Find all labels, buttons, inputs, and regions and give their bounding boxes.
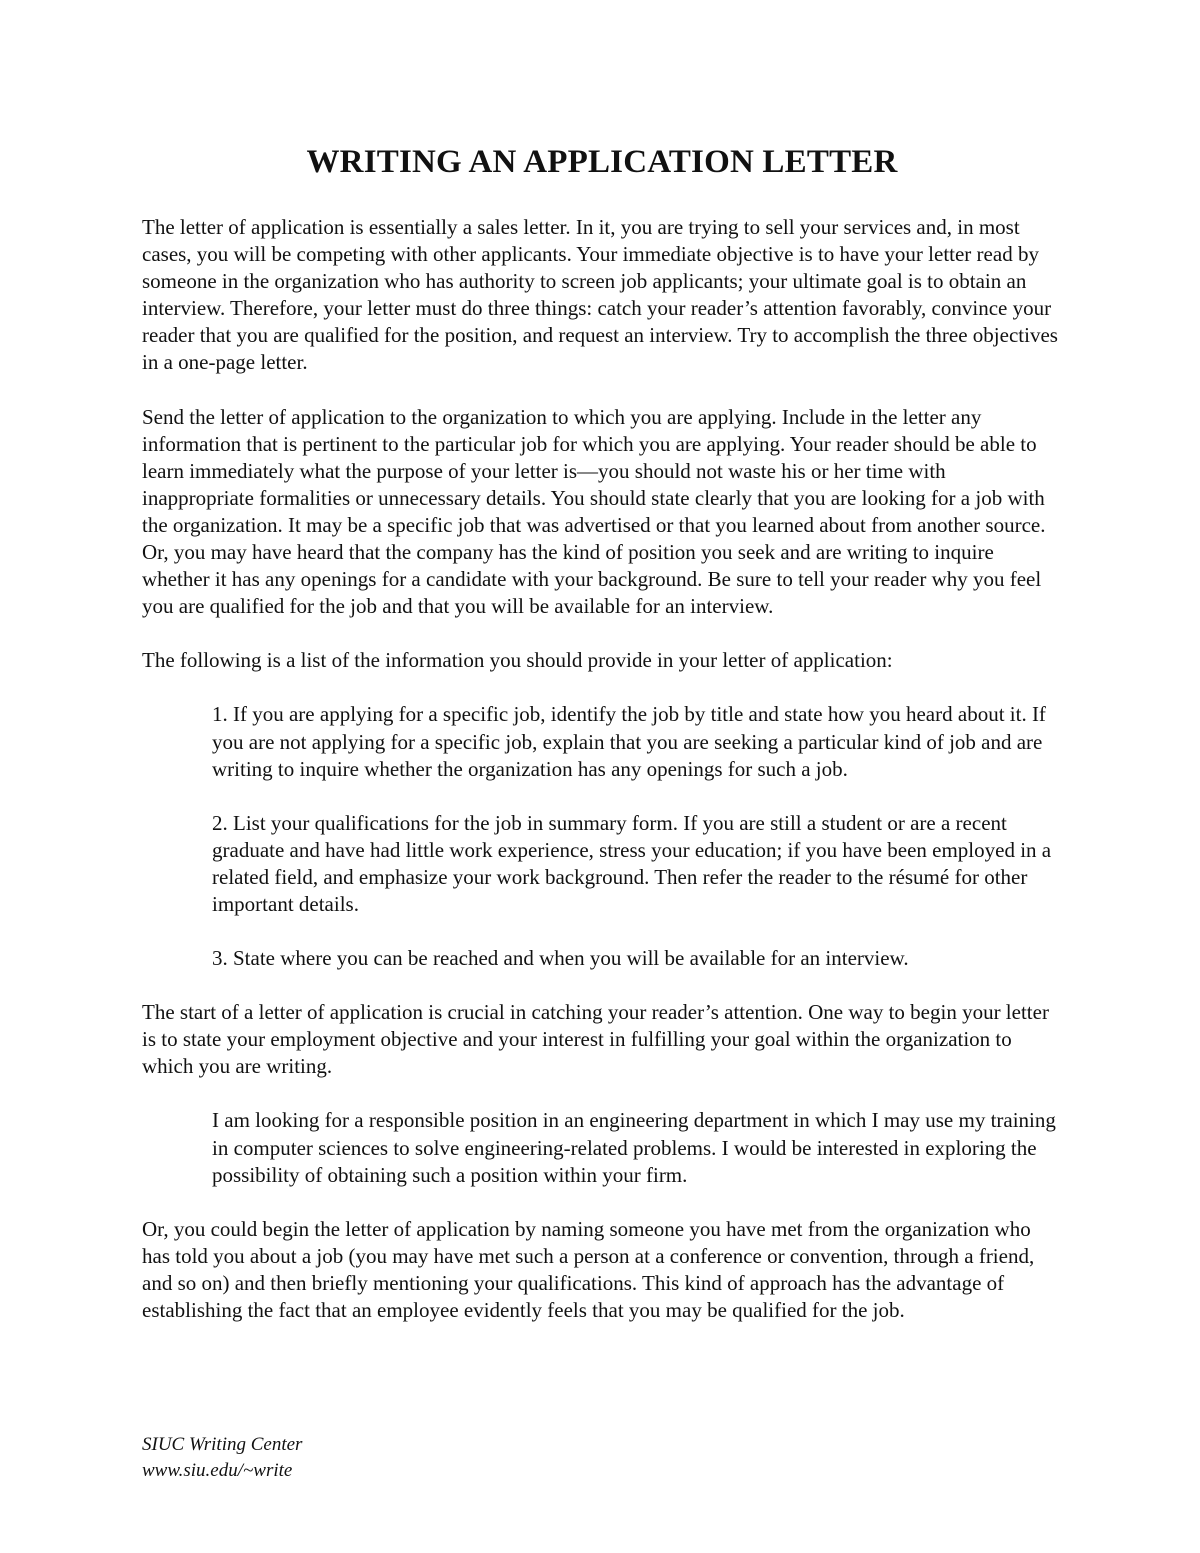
example-quote: I am looking for a responsible position in an engineering department in which I may use my training in computer sciences to solve engineering-related problems. I would be interested in exploring the possibility of obtaining such a position within your firm.	[212, 1108, 1056, 1187]
list-item: 1. If you are applying for a specific job, identify the job by title and state how you heard about it. If you are not applying for a specific job, explain that you are seeking a particular kind of job and are writing to inquire whether the organization has any openings for such a job.	[212, 702, 1046, 781]
footer	[142, 1432, 302, 1484]
information-list	[142, 701, 1062, 972]
document-page	[142, 140, 1062, 1351]
opening-paragraph: The start of a letter of application is crucial in catching your reader’s attention. One way to begin your letter is to state your employment objective and your interest in fulfilling your goal within the organization to which you are writing.	[142, 1000, 1049, 1079]
footer-organization: SIUC Writing Center	[142, 1434, 303, 1455]
list-intro-paragraph: The following is a list of the information you should provide in your letter of application:	[142, 648, 893, 673]
list-item: 2. List your qualifications for the job in summary form. If you are still a student or are a recent graduate and have had little work experience, stress your education; if you have been employed in a related field, and emphasize your work background. Then refer the reader to the résumé for other important details.	[212, 810, 1052, 916]
intro-paragraph: The letter of application is essentially a sales letter. In it, you are trying to sell your services and, in most cases, you will be competing with other applicants. Your immediate objective is to have your letter read by someone in the organization who has authority to screen job applicants; your ultimate goal is to obtain an interview. Therefore, your letter must do three things: catch your reader’s attention favorably, convince your reader that you are qualified for the position, and request an interview. Try to accomplish the three objectives in a one-page letter.	[142, 215, 1058, 375]
closing-paragraph: Or, you could begin the letter of application by naming someone you have met from the organization who has told you about a job (you may have met such a person at a conference or convention, through a friend, and so on) and then briefly mentioning your qualifications. This kind of approach has the advantage of establishing the fact that an employee evidently feels that you may be qualified for the job.	[142, 1216, 1035, 1322]
document-title: WRITING AN APPLICATION LETTER	[306, 144, 898, 180]
sending-paragraph: Send the letter of application to the organization to which you are applying. Include in the letter any information that is pertinent to the particular job for which you are applying. Your reader should be able to learn immediately what the purpose of your letter is—you should not waste his or her time with inappropriate formalities or unnecessary details. You should state clearly that you are looking for a job with the organization. It may be a specific job that was advertised or that you learned about from another source. Or, you may have heard that the company has the kind of position you seek and are writing to inquire whether it has any openings for a candidate with your background. Be sure to tell your reader why you feel you are qualified for the job and that you will be available for an interview.	[142, 404, 1046, 619]
footer-url: www.siu.edu/~write	[142, 1460, 293, 1481]
list-item: 3. State where you can be reached and when you will be available for an interview.	[212, 946, 909, 971]
